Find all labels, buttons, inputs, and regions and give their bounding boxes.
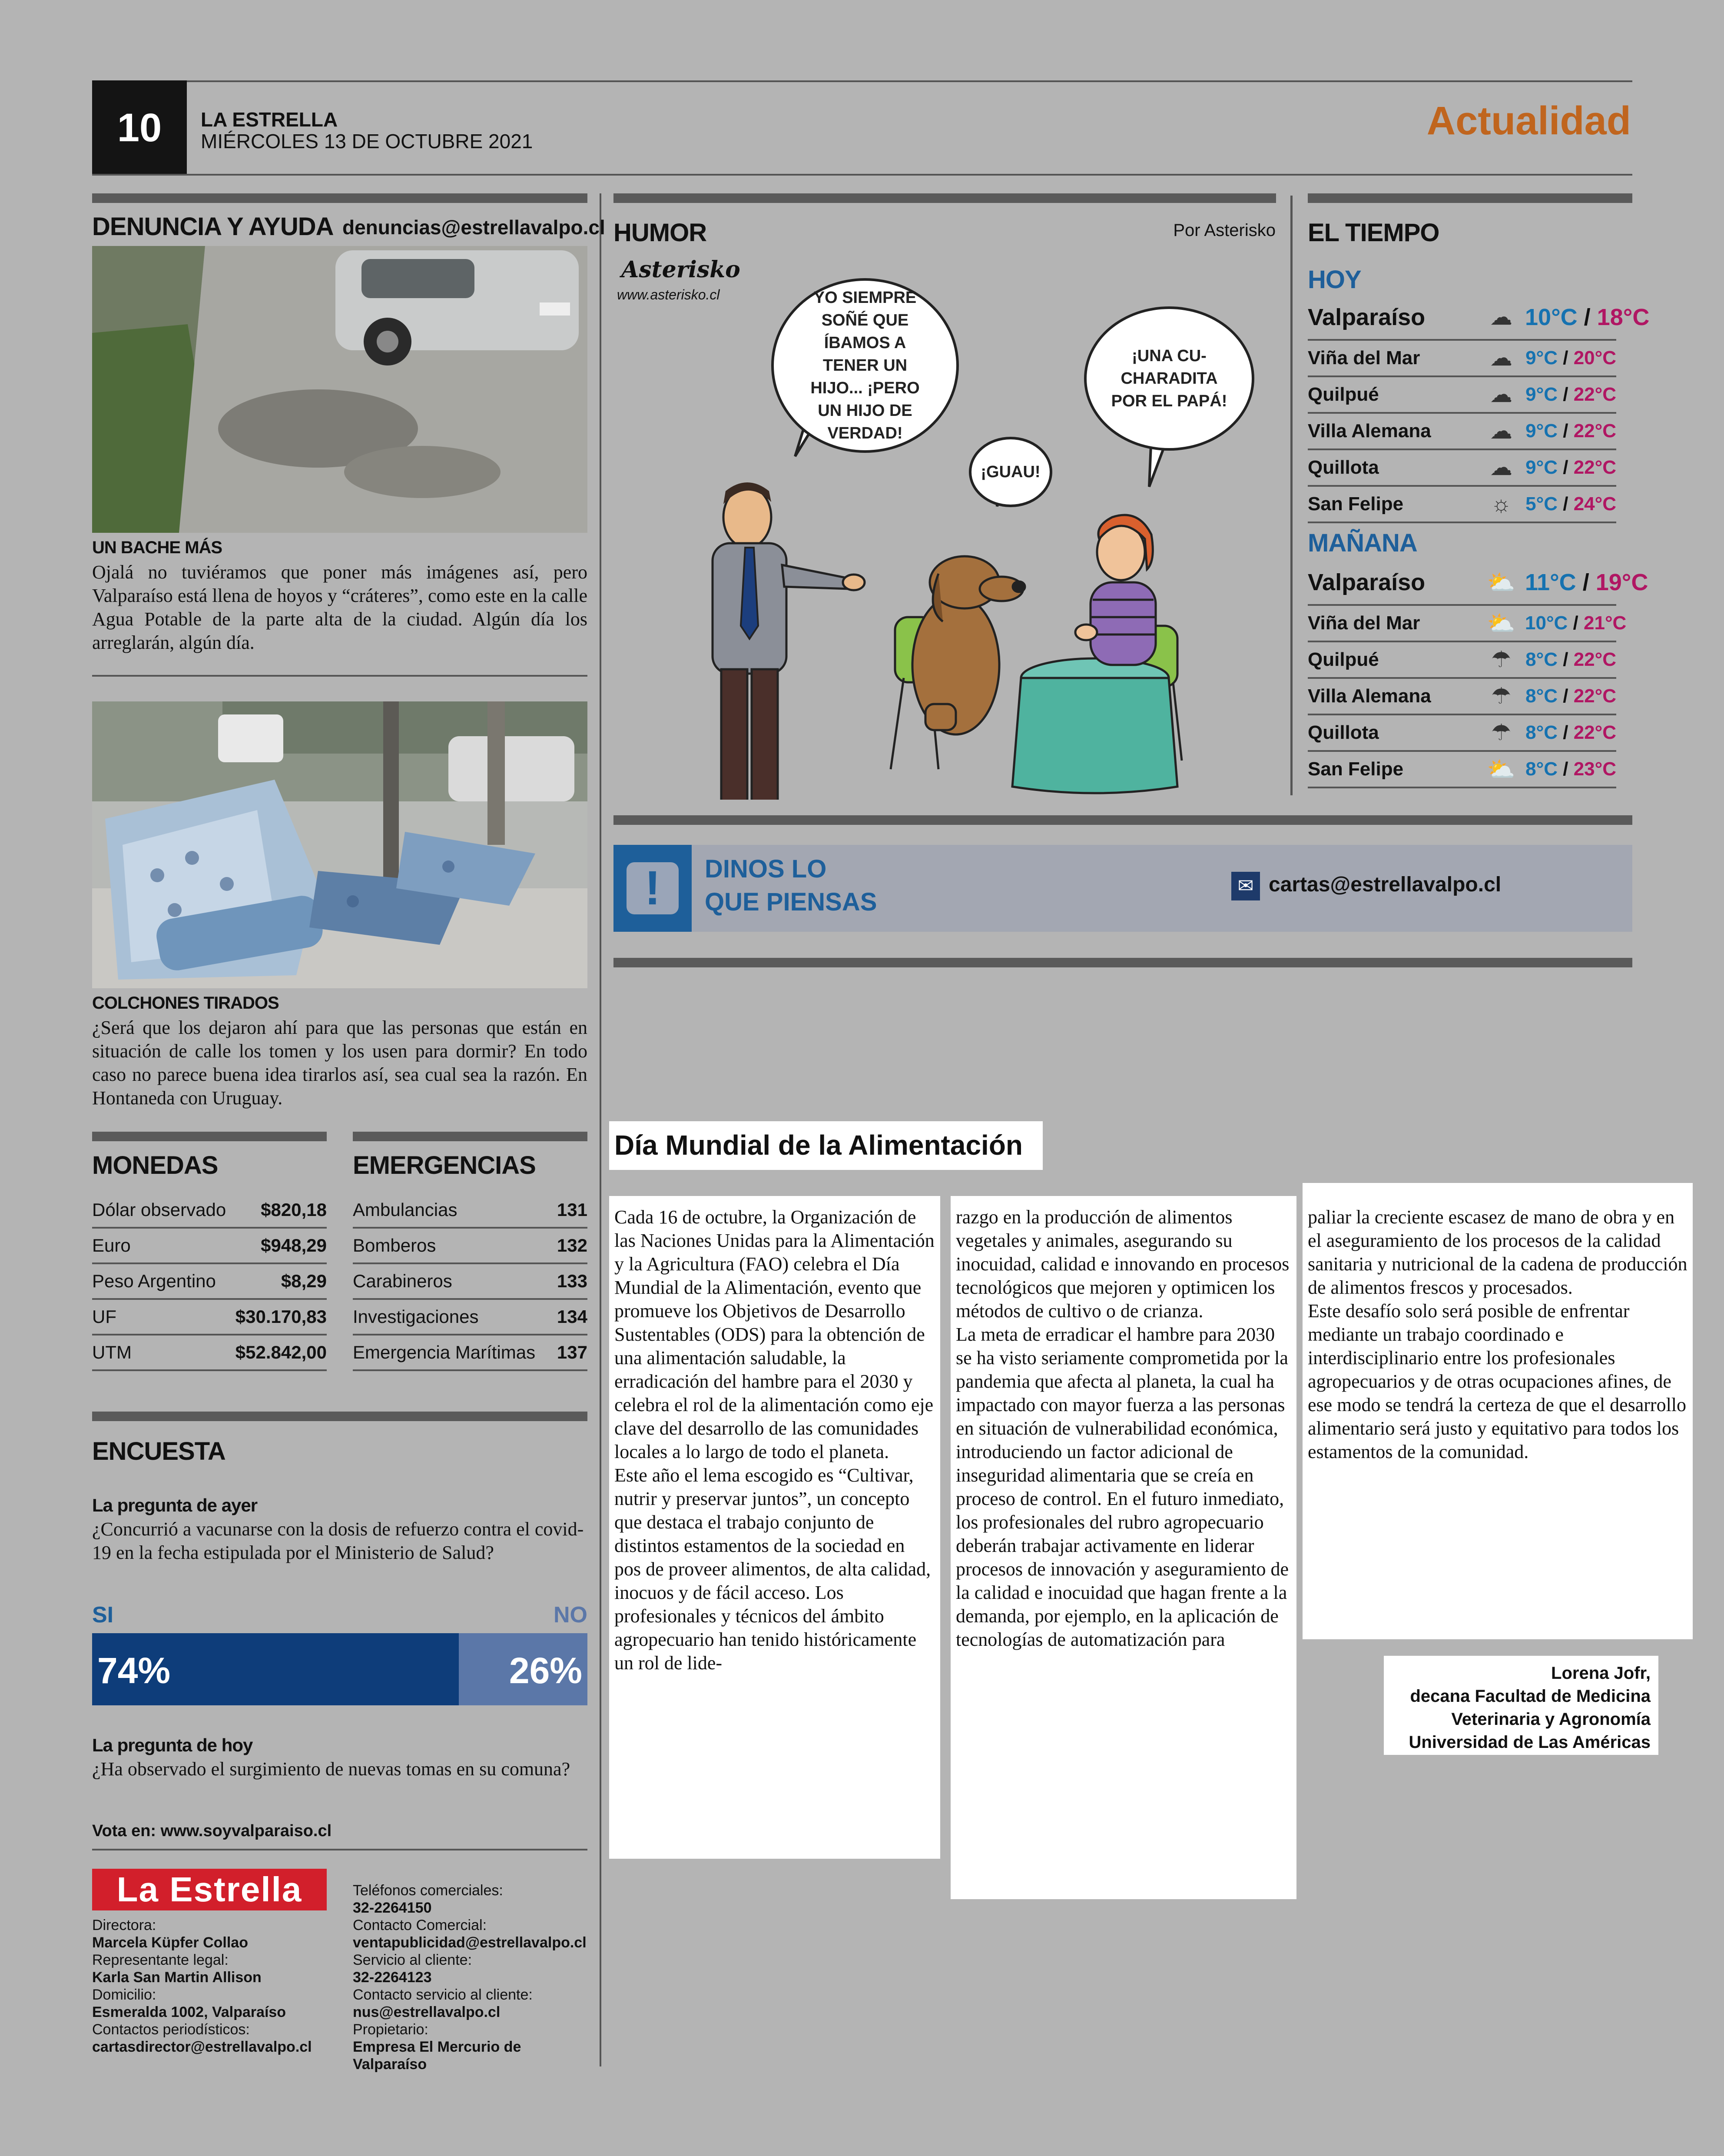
mail-icon: ✉ bbox=[1231, 872, 1260, 900]
encuesta-title: ENCUESTA bbox=[92, 1437, 225, 1465]
weather-row: Quilpué ☁ 9°C / 22°C bbox=[1308, 377, 1616, 414]
monedas-table bbox=[92, 1193, 327, 1371]
monedas-row: UF $30.170,83 bbox=[92, 1300, 327, 1335]
speech-bubble-man: YO SIEMPRE SOÑÉ QUE ÍBAMOS A TENER UN HIJO... ¡PERO UN HIJO DE VERDAD! bbox=[771, 278, 959, 453]
article-author: Lorena Jofr, decana Facultad de Medicina Veterinaria y Agronomía Universidad de Las Américas bbox=[1384, 1656, 1658, 1755]
humor-title: HUMOR bbox=[613, 219, 707, 247]
cloud-icon: ☁ bbox=[1490, 419, 1512, 444]
emergencias-table bbox=[353, 1193, 587, 1371]
monedas-row: Peso Argentino $8,29 bbox=[92, 1264, 327, 1300]
no-label: NO bbox=[554, 1602, 587, 1628]
text-colchones: ¿Será que los dejaron ahí para que las personas que están en situación de calle los tomen y los usen para dormir? En todo caso no parece buena idea tirarlos así, sea cual sea la razón. En Hontaneda con Uruguay. bbox=[92, 1017, 587, 1109]
monedas-row: Euro $948,29 bbox=[92, 1229, 327, 1264]
newspaper-name: LA ESTRELLA bbox=[201, 108, 338, 131]
weather-manana bbox=[1308, 561, 1648, 788]
emergencias-row: Emergencia Marítimas 137 bbox=[353, 1335, 587, 1371]
monedas-row: Dólar observado $820,18 bbox=[92, 1193, 327, 1229]
dinos-banner bbox=[613, 845, 1632, 932]
weather-row: Villa Alemana ☂ 8°C / 22°C bbox=[1308, 679, 1616, 715]
emergencias-row: Carabineros 133 bbox=[353, 1264, 587, 1300]
emergencias-row: Bomberos 132 bbox=[353, 1229, 587, 1264]
tiempo-manana-label: MAÑANA bbox=[1308, 529, 1417, 557]
weather-row: Valparaíso ☁ 10°C / 18°C bbox=[1308, 296, 1616, 341]
partly-cloudy-icon: ⛅ bbox=[1487, 611, 1515, 636]
la-estrella-logo: La Estrella bbox=[92, 1869, 327, 1910]
pregunta-ayer-label: La pregunta de ayer bbox=[92, 1495, 258, 1515]
issue-date: MIÉRCOLES 13 DE OCTUBRE 2021 bbox=[201, 130, 533, 153]
cloud-icon: ☁ bbox=[1490, 382, 1512, 407]
emergencias-row: Investigaciones 134 bbox=[353, 1300, 587, 1335]
pothole-photo bbox=[92, 246, 587, 533]
denuncia-title: DENUNCIA Y AYUDA bbox=[92, 213, 334, 241]
weather-hoy bbox=[1308, 296, 1650, 523]
speech-bubble-woman: ¡UNA CU-CHARADITA POR EL PAPÁ! bbox=[1084, 306, 1254, 451]
vota-link[interactable]: Vota en: www.soyvalparaiso.cl bbox=[92, 1822, 332, 1840]
emergencias-title: EMERGENCIAS bbox=[353, 1151, 536, 1179]
asterisko-url: www.asterisko.cl bbox=[617, 287, 720, 302]
pregunta-ayer: ¿Concurrió a vacunarse con la dosis de refuerzo contra el covid-19 en la fecha estipulada por el Ministerio de Salud? bbox=[92, 1518, 584, 1563]
tiempo-hoy-label: HOY bbox=[1308, 266, 1361, 294]
partly-cloudy-icon: ⛅ bbox=[1487, 757, 1515, 782]
weather-row: Viña del Mar ☁ 9°C / 20°C bbox=[1308, 341, 1616, 377]
article-column-3: paliar la creciente escasez de mano de obra y en el aseguramiento de los procesos de la calidad sanitaria y nutricional de la cadena de producción de alimentos frescos y procesados. Este desafío solo será posible de enfrentar mediante un trabajo coordinado e interdisciplinario entre los profesionales agropecuarios y de otras ocupaciones afines, de ese modo se tendrá la certeza de que el desarrollo alimentario será justo y equitativo para todos los estamentos de la comunidad. bbox=[1303, 1183, 1693, 1639]
drizzle-icon: ☂ bbox=[1491, 720, 1512, 745]
dinos-title-1: DINOS LO bbox=[705, 855, 827, 883]
caption-colchones: COLCHONES TIRADOS bbox=[92, 993, 279, 1013]
pregunta-hoy-label: La pregunta de hoy bbox=[92, 1735, 253, 1755]
section-title: Actualidad bbox=[1426, 99, 1631, 143]
text-bache: Ojalá no tuviéramos que poner más imágenes así, pero Valparaíso está llena de hoyos y “cráteres”, como este en la calle Agua Potable de la parte alta de la ciudad. Algún día los arreglarán, algún día. bbox=[92, 561, 587, 653]
drizzle-icon: ☂ bbox=[1491, 684, 1512, 709]
humor-author: Por Asterisko bbox=[1173, 221, 1276, 240]
asterisko-logo: Asterisko bbox=[621, 256, 740, 283]
poll-result-bar bbox=[92, 1633, 587, 1705]
page-number-box: 10 bbox=[92, 80, 187, 175]
cloud-icon: ☁ bbox=[1490, 455, 1512, 480]
si-percent: 74% bbox=[97, 1650, 171, 1691]
weather-row: Quilpué ☂ 8°C / 22°C bbox=[1308, 642, 1616, 679]
dinos-title-2: QUE PIENSAS bbox=[705, 888, 877, 916]
monedas-row: UTM $52.842,00 bbox=[92, 1335, 327, 1371]
emergencias-row: Ambulancias 131 bbox=[353, 1193, 587, 1229]
speech-bubble-dog: ¡GUAU! bbox=[969, 437, 1052, 507]
mattress-photo bbox=[92, 701, 587, 988]
no-percent: 26% bbox=[509, 1650, 582, 1691]
weather-row: Quillota ☂ 8°C / 22°C bbox=[1308, 715, 1616, 752]
caption-bache: UN BACHE MÁS bbox=[92, 538, 222, 557]
partly-cloudy-icon: ⛅ bbox=[1487, 570, 1515, 595]
masthead-left: Directora: Marcela Küpfer Collao Representante legal: Karla San Martin Allison Domicilio: Esmeralda 1002, Valparaíso Contactos periodísticos: cartasdirector@estrellavalpo.cl bbox=[92, 1917, 312, 2055]
cloud-icon: ☁ bbox=[1490, 345, 1512, 371]
cloud-icon: ☁ bbox=[1490, 305, 1512, 330]
sun-icon: ☼ bbox=[1491, 492, 1512, 517]
article-column-2: razgo en la producción de alimentos vegetales y animales, asegurando su inocuidad, calidad e innovando en procesos tecnológicos que mejoren y optimicen los métodos de cultivo o de crianza. La meta de erradicar el hambre para 2030 se ha visto seriamente comprometida por la pandemia que afecta al planeta, la cual ha impactado con mayor fuerza a las personas en situación de vulnerabilidad económica, introduciendo un factor adicional de inseguridad alimentaria que se creía en proceso de control. En el futuro inmediato, los profesionales del rubro agropecuario deberán trabajar activamente en liderar procesos de innovación y aseguramiento de la calidad e inocuidad que hagan frente a la demanda, por ejemplo, en la aplicación de tecnologías de automatización para bbox=[951, 1196, 1296, 1899]
weather-row: San Felipe ☼ 5°C / 24°C bbox=[1308, 487, 1616, 523]
monedas-title: MONEDAS bbox=[92, 1151, 218, 1179]
article-title: Día Mundial de la Alimentación bbox=[614, 1129, 1023, 1161]
dinos-email[interactable]: cartas@estrellavalpo.cl bbox=[1269, 873, 1502, 896]
weather-row: Villa Alemana ☁ 9°C / 22°C bbox=[1308, 414, 1616, 450]
si-label: SI bbox=[92, 1602, 114, 1628]
article-column-1: Cada 16 de octubre, la Organización de las Naciones Unidas para la Alimentación y la Agricultura (FAO) celebra el Día Mundial de la Alimentación, evento que promueve los Objetivos de Desarrollo Sustentables (ODS) para la obtención de una alimentación saludable, la erradicación del hambre para el 2030 y celebra el rol de la alimentación como eje clave del desarrollo de las comunidades locales a lo largo de todo el planeta. Este año el lema escogido es “Cultivar, nutrir y preservar juntos”, un concepto que destaca el trabajo conjunto de distintos estamentos de la sociedad en pos de proveer alimentos, de alta calidad, inocuos y de fácil acceso. Los profesionales y técnicos del ámbito agropecuario han tenido históricamente un rol de lide- bbox=[609, 1196, 940, 1859]
pregunta-hoy: ¿Ha observado el surgimiento de nuevas tomas en su comuna? bbox=[92, 1758, 570, 1780]
weather-row: Viña del Mar ⛅ 10°C / 21°C bbox=[1308, 606, 1616, 642]
weather-row: Valparaíso ⛅ 11°C / 19°C bbox=[1308, 561, 1616, 606]
article-title-box bbox=[609, 1121, 1043, 1170]
drizzle-icon: ☂ bbox=[1491, 647, 1512, 672]
denuncia-email[interactable]: denuncias@estrellavalpo.cl bbox=[342, 216, 605, 239]
weather-row: Quillota ☁ 9°C / 22°C bbox=[1308, 450, 1616, 487]
exclamation-icon: ! bbox=[613, 845, 692, 932]
masthead-right: Teléfonos comerciales: 32-2264150 Contacto Comercial: ventapublicidad@estrellavalpo.cl Servicio al cliente: 32-2264123 Contacto servicio al cliente: nus@estrellavalpo.cl Propietario: Empresa El Mercurio de Valparaíso bbox=[353, 1882, 587, 2073]
tiempo-title: EL TIEMPO bbox=[1308, 219, 1439, 247]
weather-row: San Felipe ⛅ 8°C / 23°C bbox=[1308, 752, 1616, 788]
